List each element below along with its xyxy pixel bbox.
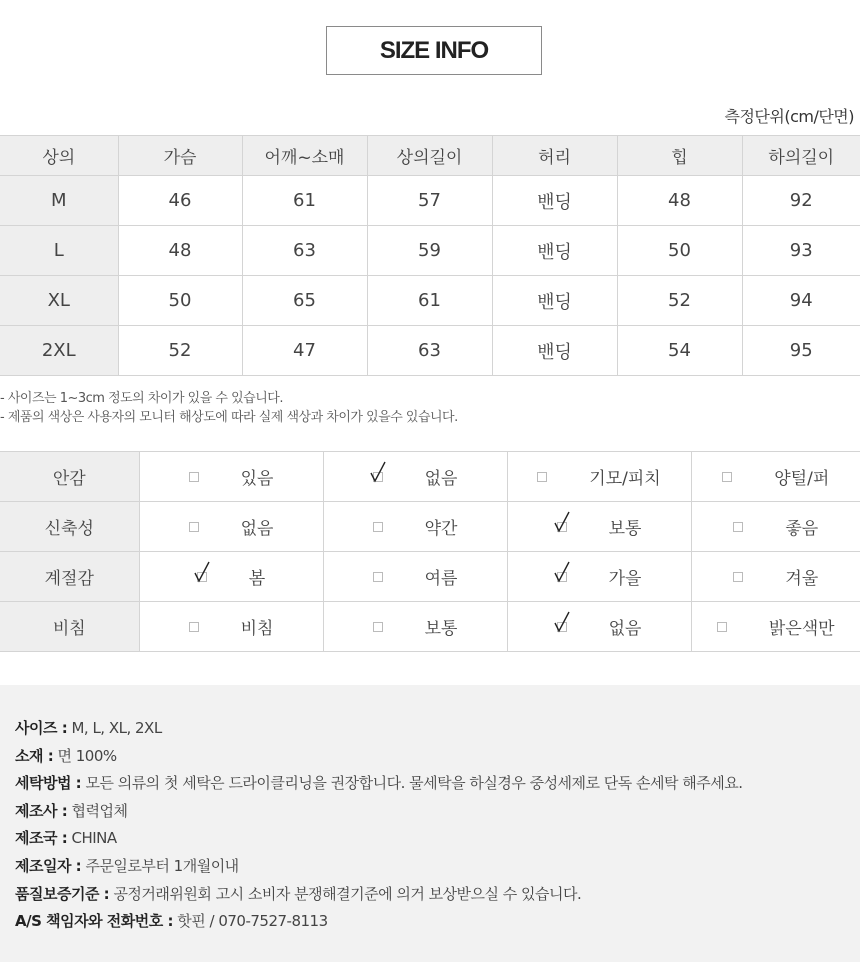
unit-note: 측정단위(cm/단면) xyxy=(724,107,854,126)
checkbox-icon xyxy=(189,472,199,482)
attribute-row xyxy=(0,552,860,602)
check-mark-icon xyxy=(554,611,570,633)
attribute-option xyxy=(323,602,507,652)
checkbox-icon xyxy=(717,622,727,632)
attribute-option xyxy=(507,502,691,552)
table-cell: 61 xyxy=(242,176,367,226)
check-mark-icon xyxy=(554,561,570,583)
info-row xyxy=(15,798,860,826)
option-label: 기모/피치 xyxy=(589,469,661,489)
size-cell: 2XL xyxy=(0,326,118,376)
info-row xyxy=(15,881,860,909)
option-label: 좋음 xyxy=(785,519,819,539)
table-cell: 밴딩 xyxy=(492,176,617,226)
table-row xyxy=(0,276,860,326)
notes xyxy=(0,389,458,427)
checkbox-icon xyxy=(373,522,383,532)
attribute-option xyxy=(323,452,507,502)
check-mark-icon xyxy=(194,561,210,583)
table-row xyxy=(0,176,860,226)
size-info-title: SIZE INFO xyxy=(326,26,542,75)
checkbox-icon xyxy=(537,472,547,482)
checkbox-icon xyxy=(722,472,732,482)
info-row xyxy=(15,715,860,743)
size-table-header xyxy=(0,136,860,176)
table-cell: 50 xyxy=(617,226,742,276)
option-wrap xyxy=(140,552,323,601)
option-wrap xyxy=(692,452,860,501)
product-info-box xyxy=(0,685,860,962)
checked-checkbox-icon xyxy=(557,522,567,532)
checkbox-icon xyxy=(373,572,383,582)
attribute-option xyxy=(507,602,691,652)
header-cell: 허리 xyxy=(492,136,617,176)
table-cell: 48 xyxy=(118,226,242,276)
info-label: A/S 책임자와 전화번호 : xyxy=(15,912,173,931)
table-cell: 47 xyxy=(242,326,367,376)
attribute-row xyxy=(0,502,860,552)
info-value: 공정거래위원회 고시 소비자 분쟁해결기준에 의거 보상받으실 수 있습니다. xyxy=(109,884,582,903)
checked-checkbox-icon xyxy=(557,622,567,632)
info-value: 주문일로부터 1개월이내 xyxy=(81,856,239,875)
header-cell: 상의길이 xyxy=(367,136,492,176)
table-cell: 92 xyxy=(742,176,860,226)
info-row xyxy=(15,825,860,853)
info-row xyxy=(15,770,860,798)
table-row xyxy=(0,226,860,276)
option-label: 여름 xyxy=(424,569,458,589)
info-row xyxy=(15,853,860,881)
table-cell: 52 xyxy=(118,326,242,376)
info-row xyxy=(15,908,860,936)
attribute-label: 안감 xyxy=(0,452,139,502)
attribute-option xyxy=(691,452,860,502)
table-cell: 52 xyxy=(617,276,742,326)
checkbox-icon xyxy=(189,522,199,532)
info-label: 소재 : xyxy=(15,746,54,765)
option-label: 없음 xyxy=(240,519,274,539)
info-value: 협력업체 xyxy=(67,801,128,820)
info-label: 사이즈 : xyxy=(15,719,68,737)
option-wrap xyxy=(692,602,860,651)
attribute-row xyxy=(0,452,860,502)
option-wrap xyxy=(324,552,507,601)
option-wrap xyxy=(140,502,323,551)
info-label: 세탁방법 : xyxy=(15,774,82,793)
check-mark-icon xyxy=(554,511,570,533)
note-line: - 사이즈는 1~3cm 정도의 차이가 있을 수 있습니다. xyxy=(0,391,283,406)
option-label: 양털/퍼 xyxy=(774,469,830,489)
option-wrap xyxy=(508,602,691,651)
info-value: CHINA xyxy=(67,829,117,848)
size-cell: L xyxy=(0,226,118,276)
attribute-label: 계절감 xyxy=(0,552,139,602)
option-label: 보통 xyxy=(608,519,642,539)
option-wrap xyxy=(508,502,691,551)
option-label: 밝은색만 xyxy=(768,619,835,639)
option-wrap xyxy=(324,502,507,551)
header-cell: 하의길이 xyxy=(742,136,860,176)
attribute-option xyxy=(691,502,860,552)
size-table xyxy=(0,135,860,376)
option-label: 없음 xyxy=(608,619,642,639)
attribute-option xyxy=(507,552,691,602)
info-label: 품질보증기준 : xyxy=(15,884,110,903)
option-label: 약간 xyxy=(424,519,458,539)
table-cell: 61 xyxy=(367,276,492,326)
option-label: 없음 xyxy=(424,469,458,489)
checked-checkbox-icon xyxy=(197,572,207,582)
attribute-label: 비침 xyxy=(0,602,139,652)
size-cell: XL xyxy=(0,276,118,326)
option-label: 비침 xyxy=(240,619,274,639)
attribute-option xyxy=(139,452,323,502)
attribute-option xyxy=(139,552,323,602)
attribute-label: 신축성 xyxy=(0,502,139,552)
header-cell: 가슴 xyxy=(118,136,242,176)
table-cell: 63 xyxy=(367,326,492,376)
checked-checkbox-icon xyxy=(373,472,383,482)
table-cell: 65 xyxy=(242,276,367,326)
table-cell: 54 xyxy=(617,326,742,376)
note-line: - 제품의 색상은 사용자의 모니터 해상도에 따라 실제 색상과 차이가 있을수 있습니다. xyxy=(0,410,458,425)
table-cell: 48 xyxy=(617,176,742,226)
table-cell: 50 xyxy=(118,276,242,326)
table-cell: 밴딩 xyxy=(492,276,617,326)
table-cell: 밴딩 xyxy=(492,226,617,276)
option-wrap xyxy=(140,452,323,501)
info-value: 모든 의류의 첫 세탁은 드라이클리닝을 권장합니다. 물세탁을 하실경우 중성세제로 단독 손세탁 해주세요. xyxy=(81,774,743,793)
header-cell: 상의 xyxy=(0,136,118,176)
checkbox-icon xyxy=(733,522,743,532)
option-label: 보통 xyxy=(424,619,458,639)
info-value: 핫핀 / 070-7527-8113 xyxy=(172,912,328,931)
option-label: 가을 xyxy=(608,569,642,589)
option-wrap xyxy=(508,552,691,601)
checked-checkbox-icon xyxy=(557,572,567,582)
table-cell: 93 xyxy=(742,226,860,276)
attribute-option xyxy=(139,502,323,552)
attribute-option xyxy=(507,452,691,502)
table-cell: 95 xyxy=(742,326,860,376)
info-value: 면 100% xyxy=(53,746,117,765)
option-wrap xyxy=(324,452,507,501)
attribute-row xyxy=(0,602,860,652)
info-label: 제조사 : xyxy=(15,801,68,820)
option-label: 있음 xyxy=(240,469,274,489)
option-wrap xyxy=(140,602,323,651)
table-cell: 59 xyxy=(367,226,492,276)
table-row xyxy=(0,326,860,376)
attribute-option xyxy=(323,552,507,602)
checkbox-icon xyxy=(189,622,199,632)
table-cell: 57 xyxy=(367,176,492,226)
option-wrap xyxy=(692,502,860,551)
info-row xyxy=(15,743,860,771)
option-label: 겨울 xyxy=(785,569,819,589)
size-cell: M xyxy=(0,176,118,226)
header-cell: 힙 xyxy=(617,136,742,176)
table-cell: 63 xyxy=(242,226,367,276)
attribute-table xyxy=(0,451,860,652)
header-cell: 어깨~소매 xyxy=(242,136,367,176)
option-wrap xyxy=(692,552,860,601)
table-cell: 밴딩 xyxy=(492,326,617,376)
check-mark-icon xyxy=(370,461,386,483)
checkbox-icon xyxy=(733,572,743,582)
table-cell: 94 xyxy=(742,276,860,326)
info-value: M, L, XL, 2XL xyxy=(67,719,162,737)
checkbox-icon xyxy=(373,622,383,632)
attribute-option xyxy=(691,602,860,652)
option-wrap xyxy=(324,602,507,651)
attribute-option xyxy=(323,502,507,552)
info-label: 제조국 : xyxy=(15,829,68,848)
table-cell: 46 xyxy=(118,176,242,226)
attribute-option xyxy=(139,602,323,652)
option-wrap xyxy=(508,452,691,501)
info-label: 제조일자 : xyxy=(15,856,82,875)
attribute-option xyxy=(691,552,860,602)
option-label: 봄 xyxy=(248,569,266,589)
